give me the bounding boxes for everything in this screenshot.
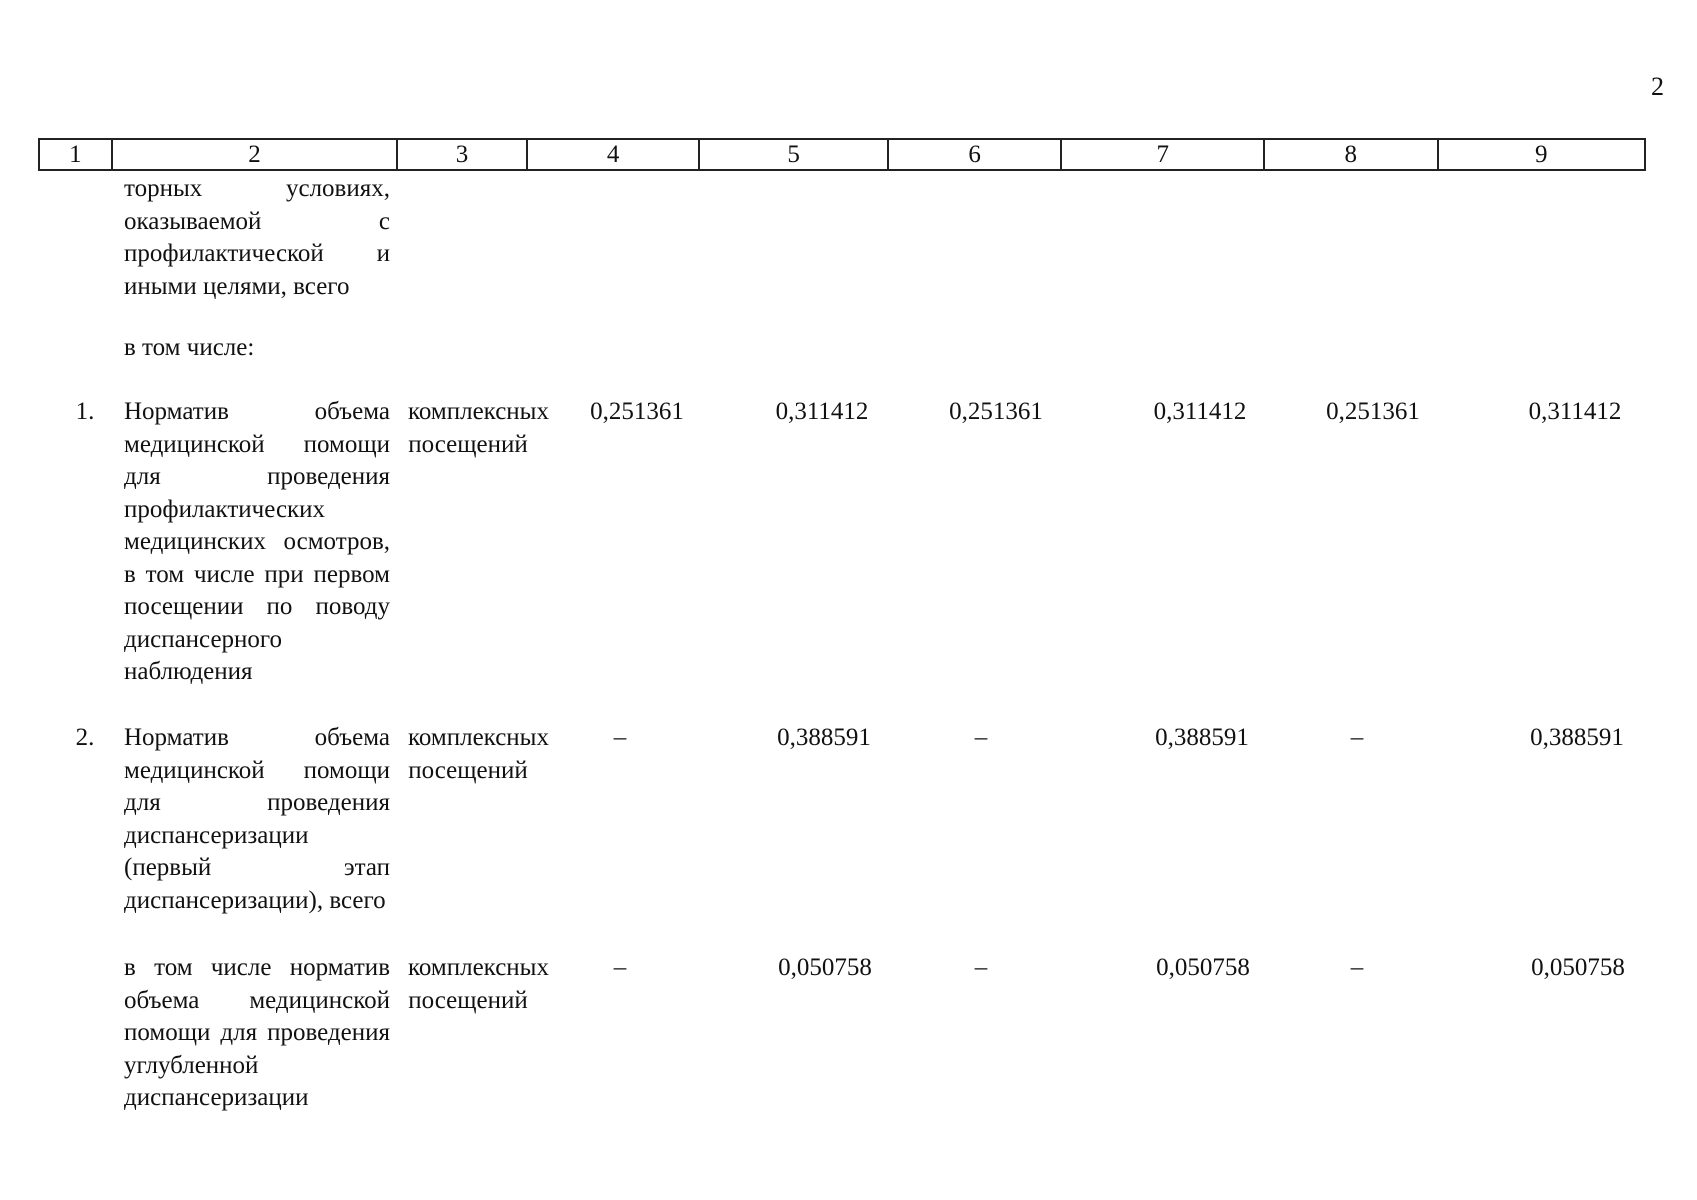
page-number: 2 (1651, 72, 1664, 101)
row-3-value-col4: – (613, 724, 627, 751)
row-4-value-col8: – (1350, 954, 1364, 981)
header-col-8: 8 (1265, 140, 1439, 169)
row-2-value-col9: 0,311412 (1528, 398, 1622, 425)
row-3-value-col5: 0,388591 (777, 724, 871, 751)
row-4-value-col7: 0,050758 (1156, 954, 1250, 981)
row-3-unit: комплексных посещений (408, 724, 549, 784)
row-4-description: в том числе норматив объема медицинской помощи для проведения углубленной диспансеризации (124, 954, 390, 1111)
row-4-value-col9: 0,050758 (1531, 954, 1625, 981)
row-2-description: Норматив объема медицинской помощи для проведения профилактических медицинских осмотров, в том числе при первом посещении по поводу диспансерного наблюдения (124, 398, 390, 685)
row-4-value-col4: – (613, 954, 627, 981)
header-col-5: 5 (700, 140, 889, 169)
row-2-value-col5: 0,311412 (775, 398, 869, 425)
row-2-number: 1. (75, 398, 95, 425)
row-3-value-col7: 0,388591 (1155, 724, 1249, 751)
header-col-9: 9 (1535, 141, 1548, 168)
row-2-value-col6: 0,251361 (949, 398, 1043, 425)
row-3-value-col8: – (1350, 724, 1364, 751)
row-4-value-col5: 0,050758 (778, 954, 872, 981)
header-col-2: 2 (113, 140, 398, 169)
row-4-unit: комплексных посещений (408, 954, 549, 1014)
row-0-description: торных условиях, оказываемой с профилактической и иными целями, всего (124, 175, 390, 300)
row-3-description: Норматив объема медицинской помощи для проведения диспансеризации (первый этап диспансеризации), всего (124, 724, 390, 914)
row-2-unit: комплексных посещений (408, 398, 549, 458)
row-2-value-col4: 0,251361 (590, 398, 684, 425)
row-2-value-col7: 0,311412 (1153, 398, 1247, 425)
row-3-value-col9: 0,388591 (1530, 724, 1624, 751)
header-col-3: 3 (398, 140, 528, 169)
row-1-description: в том числе: (124, 334, 255, 361)
header-col-7: 7 (1062, 140, 1265, 169)
row-3-value-col6: – (974, 724, 988, 751)
table-header-row (38, 138, 1646, 171)
header-col-6: 6 (889, 140, 1063, 169)
row-4-value-col6: – (974, 954, 988, 981)
header-col-4: 4 (528, 140, 701, 169)
header-col-1: 1 (40, 140, 113, 169)
row-3-number: 2. (75, 724, 95, 751)
row-2-value-col8: 0,251361 (1326, 398, 1420, 425)
